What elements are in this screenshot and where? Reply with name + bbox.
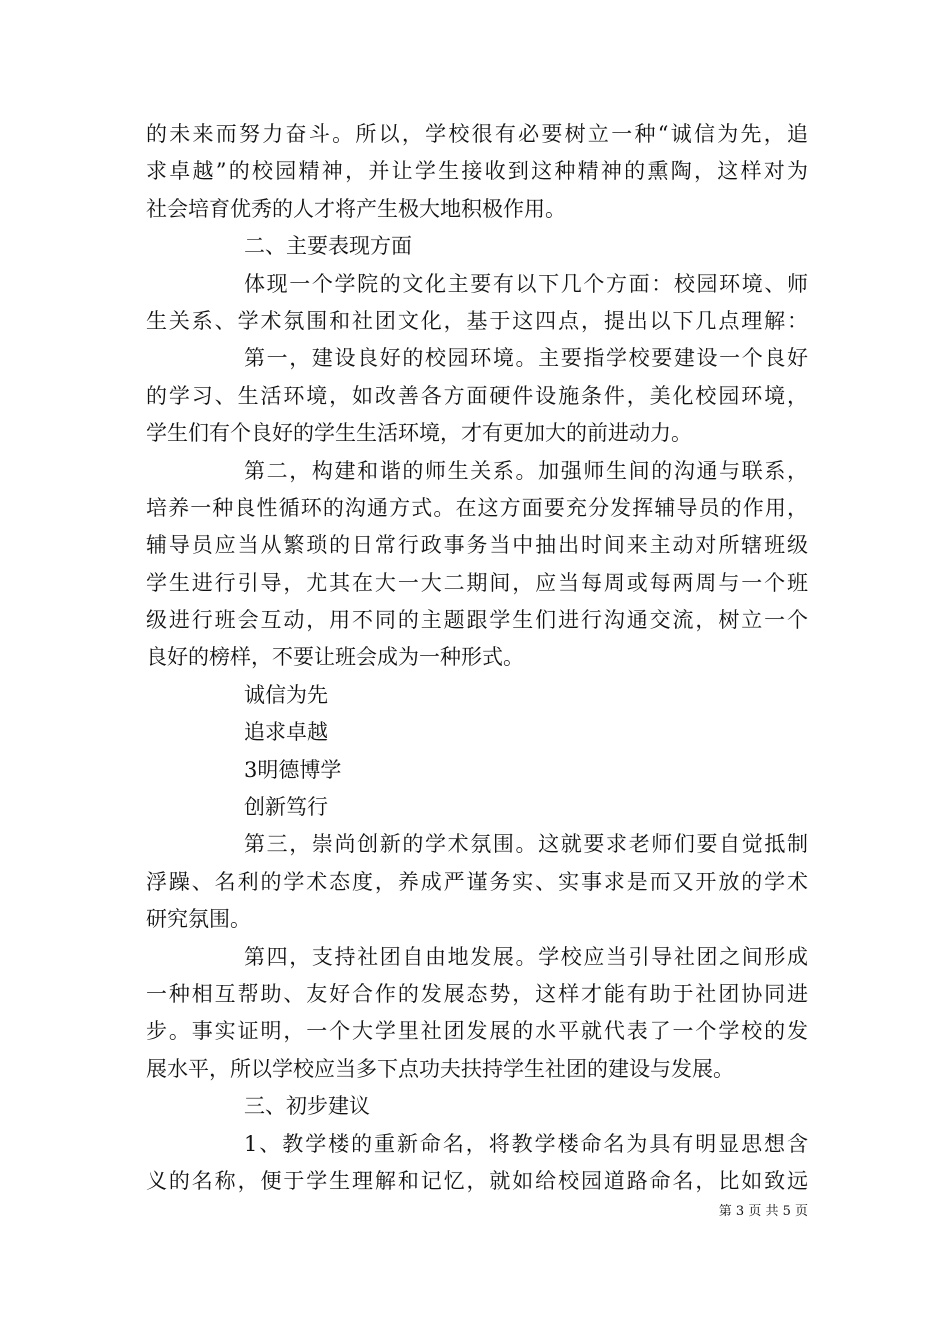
motto-line: 诚信为先 [244,682,328,707]
text-line: 求卓越”的校园精神，并让学生接收到这种精神的熏陶，这样对为 [146,159,808,184]
text-line: 研究氛围。 [146,907,251,932]
text-line: 浮躁、名利的学术态度，养成严谨务实、实事求是而又开放的学术 [146,869,808,894]
text-line: 学生进行引导，尤其在大一大二期间，应当每周或每两周与一个班 [146,570,808,595]
page-number-footer: 第 3 页 共 5 页 [718,1204,808,1219]
text-line: 第二，构建和谐的师生关系。加强师生间的沟通与联系， [244,458,808,483]
text-line: 培养一种良性循环的沟通方式。在这方面要充分发挥辅导员的作用， [146,495,808,520]
text-line: 义的名称，便于学生理解和记忆，就如给校园道路命名，比如致远 [146,1168,808,1193]
text-line: 第一，建设良好的校园环境。主要指学校要建设一个良好 [244,346,808,371]
section-heading: 三、初步建议 [244,1094,370,1119]
motto-line: 3明德博学 [244,757,342,782]
text-line: 一种相互帮助、友好合作的发展态势，这样才能有助于社团协同进 [146,981,808,1006]
document-body [146,116,808,1200]
text-line: 1、教学楼的重新命名，将教学楼命名为具有明显思想含 [244,1131,808,1156]
text-line: 生关系、学术氛围和社团文化，基于这四点，提出以下几点理解： [146,308,808,333]
text-line: 的未来而努力奋斗。所以，学校很有必要树立一种“诚信为先，追 [146,122,808,146]
text-line: 良好的榜样，不要让班会成为一种形式。 [146,645,524,670]
text-line: 第四，支持社团自由地发展。学校应当引导社团之间形成 [244,944,808,969]
motto-line: 追求卓越 [244,720,328,745]
text-line: 的学习、生活环境，如改善各方面硬件设施条件，美化校园环境， [146,383,808,408]
text-line: 学生们有个良好的学生生活环境，才有更加大的前进动力。 [146,421,692,446]
text-line: 级进行班会互动，用不同的主题跟学生们进行沟通交流，树立一个 [146,608,808,633]
text-line: 社会培育优秀的人才将产生极大地积极作用。 [146,196,566,221]
section-heading: 二、主要表现方面 [244,234,412,259]
text-line: 步。事实证明，一个大学里社团发展的水平就代表了一个学校的发 [146,1019,808,1044]
text-line: 辅导员应当从繁琐的日常行政事务当中抽出时间来主动对所辖班级 [146,533,808,558]
motto-line: 创新笃行 [244,795,328,820]
text-line: 展水平，所以学校应当多下点功夫扶持学生社团的建设与发展。 [146,1056,734,1081]
text-line: 第三，崇尚创新的学术氛围。这就要求老师们要自觉抵制 [244,832,808,857]
text-line: 体现一个学院的文化主要有以下几个方面：校园环境、师 [244,271,808,296]
